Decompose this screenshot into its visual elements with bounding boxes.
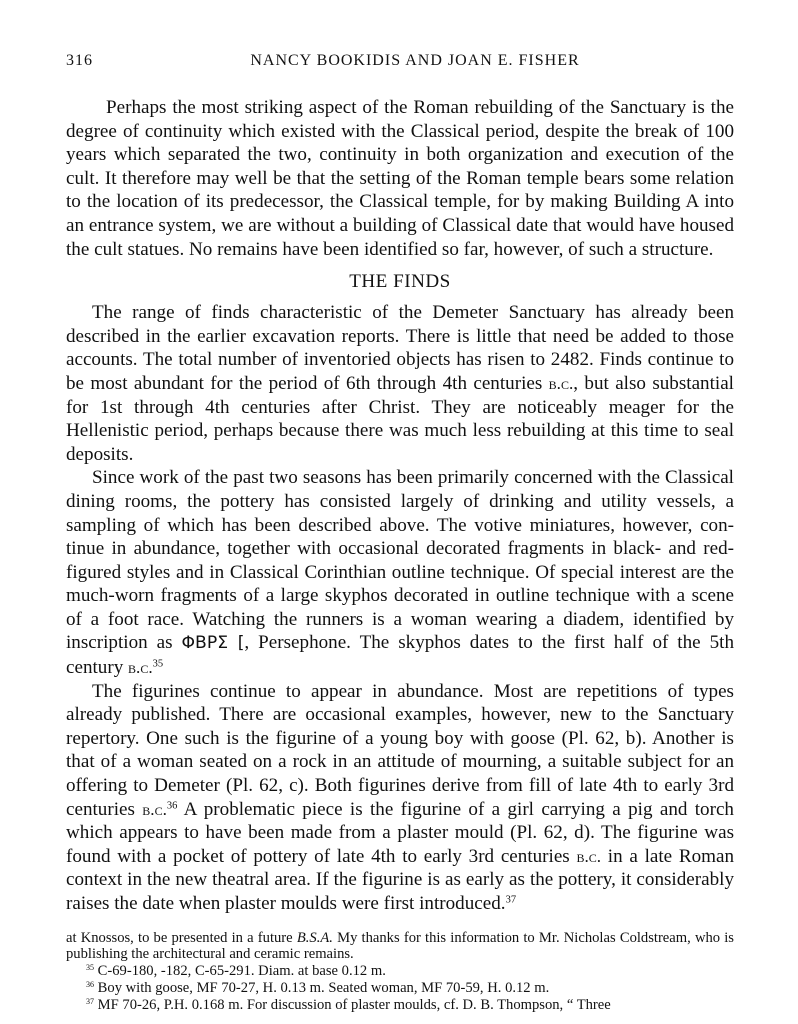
section-heading: THE FINDS: [349, 271, 451, 293]
greek-inscription: ΦΒΡΣ [: [181, 633, 245, 654]
text-run: The figurines continue to appear in abundance. Most are repetitions of types already published. There are occasional examples, however, new to the Sanctuary repertory. One such is the figurine of a young boy with goose (Pl. 62, b). Another is that of a woman seated on a rock in an attitude of mourning, a suitable subject for an offering to Demeter (Pl. 62, c). Both figurines derive from fill of late 4th to early 3rd centuries: [66, 680, 734, 820]
running-title: NANCY BOOKIDIS AND JOAN E. FISHER: [250, 52, 580, 69]
era-abbrev: b.c.: [548, 373, 574, 393]
text-run: The range of finds characteristic of the Demeter Sanctuary has already been described in the earlier excavation reports. There is little that need be added to those accounts. The total number of inventoried objects has risen to 2482. Finds continue to be most abundant for the period of 6th through 4th centuries: [66, 302, 734, 394]
footnote-35: [66, 963, 734, 980]
era-abbrev: b.c.: [128, 658, 153, 678]
era-abbrev: b.c.: [576, 846, 602, 866]
footnote-text: Boy with goose, MF 70-27, H. 0.13 m. Seated woman, MF 70-59, H. 0.12 m.: [94, 979, 550, 996]
text-run: , but also substantial for 1st through 4th centuries after Christ. They are noticeably meager for the Hellenistic period, perhaps because there was much less rebuilding at this time to seal deposits.: [66, 372, 734, 465]
footnote-number: 37: [86, 996, 95, 1006]
footnote-text: MF 70-26, P.H. 0.168 m. For discussion of plaster moulds, cf. D. B. Thompson, “ Three: [94, 996, 611, 1013]
footnote-number: 35: [86, 963, 95, 973]
paragraph-figurines: [66, 680, 734, 916]
footnote-ref-36: 36: [166, 800, 178, 812]
footnote-37: [66, 997, 734, 1014]
page-number: 316: [66, 52, 93, 69]
footnote-continuation: [66, 930, 734, 964]
page: [66, 52, 734, 1014]
paragraph-pottery: [66, 466, 734, 679]
footnote-text: C-69-180, -182, C-65-291. Diam. at base 0.12 m.: [94, 963, 386, 980]
journal-title: B.S.A.: [296, 929, 333, 946]
footnote-36: [66, 980, 734, 997]
paragraph-range-of-finds: [66, 301, 734, 466]
text-run: My thanks for this information to Mr. Nicholas Coldstream, who is publishing the architectural and ceramic remains.: [66, 929, 734, 963]
footnotes: [66, 930, 734, 1014]
text-run: Since work of the past two seasons has been primarily concerned with the Classical dining rooms, the pottery has consisted largely of drinking and utility vessels, a sampling of which has been described above. The votive miniatures, however, continue in abundance, together with occasional decorated fragments in black- and red-figured styles and in Classical Corinthian outline technique. Of special interest are the much-worn fragments of a large skyphos decorated in outline technique with a scene of a foot race. Watching the runners is a woman wearing a diadem, identified by inscription as: [66, 467, 734, 654]
running-header: [66, 52, 734, 82]
era-abbrev: b.c.: [142, 799, 167, 819]
text-run: in a late Roman context in the new theatral area. If the figurine is as early as the pottery, it considerably raises the date when plaster moulds were first introduced.: [66, 845, 734, 914]
paragraph-continuity: Perhaps the most striking aspect of the Roman rebuilding of the Sanctuary is the degree of continuity which existed with the Classical period, despite the break of 100 years which separated the two, continuity in both organization and execution of the cult. It therefore may well be that the setting of the Roman temple bears some relation to the location of its predecessor, the Classical temple, for by making Building A into an entrance system, we are without a building of Classical date that would have housed the cult statues. No remains have been identified so far, however, of such a structure.: [66, 97, 734, 260]
text-run: , Persephone. The skyphos dates to the first half of the 5th century: [66, 632, 735, 679]
text-run: at Knossos, to be presented in a future: [66, 929, 297, 946]
footnote-ref-35: 35: [152, 658, 164, 670]
text-run: A problematic piece is the figurine of a girl carrying a pig and torch which appears to have been made from a plaster mould (Pl. 62, d). The figurine was found with a pocket of pottery of late 4th to early 3rd centuries: [66, 798, 734, 867]
footnote-number: 36: [86, 980, 95, 990]
footnote-ref-37: 37: [505, 894, 517, 906]
